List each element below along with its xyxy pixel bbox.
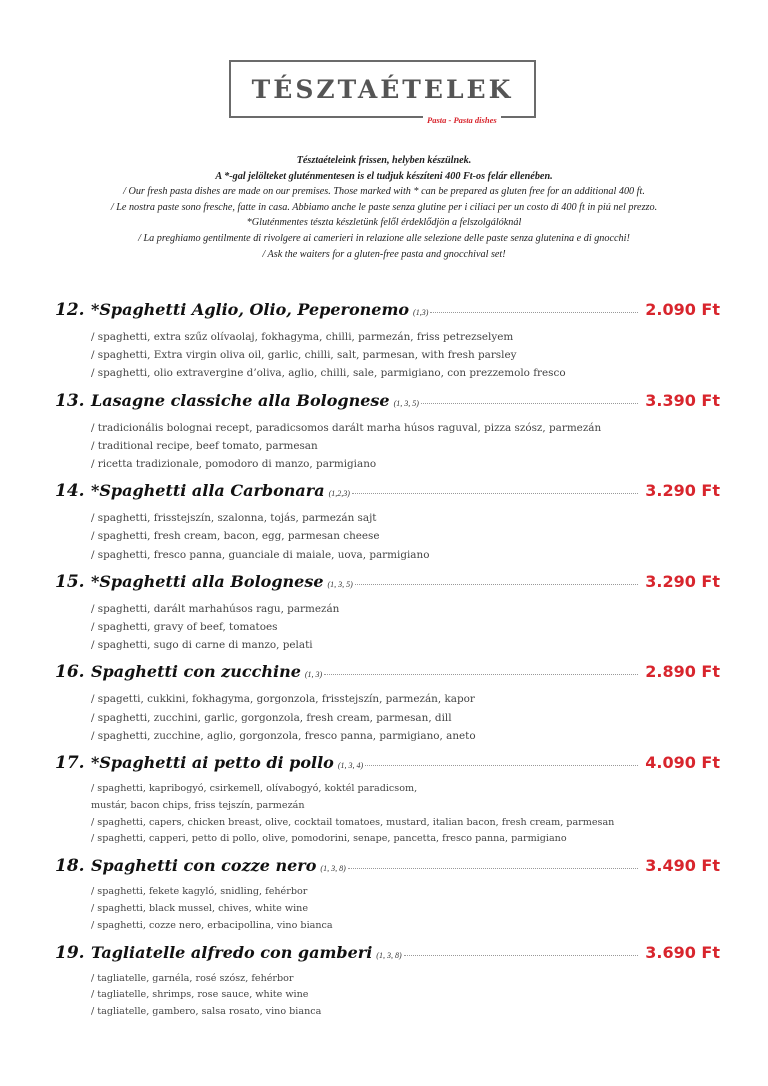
leader-dots (404, 955, 638, 956)
intro-line: / La preghiamo gentilmente di rivolgere ai camerieri in relazione alle selezione delle paste senza glutenina e di gnocchi! (138, 232, 630, 244)
item-number: 18. (55, 856, 85, 877)
item-allergens: (1, 3, 4) (337, 761, 364, 771)
item-description (55, 690, 720, 745)
description-line: / spaghetti, black mussel, chives, white wine (91, 903, 308, 915)
item-allergens: (1, 3, 8) (376, 950, 402, 960)
intro-line: / Our fresh pasta dishes are made on our premises. Those marked with * can be prepared as gluten free for an additional 400 ft. (123, 186, 645, 198)
description-line: / spagetti, cukkini, fokhagyma, gorgonzola, frisstejszín, parmezán, kapor (91, 693, 475, 706)
description-line: / spaghetti, zucchini, garlic, gorgonzola, fresh cream, parmesan, dill (91, 711, 452, 724)
item-description (55, 419, 720, 474)
leader-dots (324, 674, 638, 675)
item-name: *Spaghetti ai petto di pollo (91, 753, 334, 773)
item-number: 15. (55, 571, 85, 592)
leader-dots (352, 493, 638, 494)
item-description (55, 781, 720, 848)
description-line: / spaghetti, capperi, petto di pollo, olive, pomodorini, senape, pancetta, fresco panna, parmigiano (91, 833, 567, 845)
item-name: *Spaghetti alla Bolognese (91, 571, 324, 591)
item-description (55, 884, 720, 934)
page-title: TÉSZTAÉTELEK (251, 74, 514, 104)
description-line: / traditional recipe, beef tomato, parmesan (91, 439, 318, 452)
intro-line: *Gluténmentes tészta készletünk felől érdeklődjön a felszolgálóknál (246, 217, 522, 229)
item-description (55, 509, 720, 564)
intro-line: A *-gal jelölteket gluténmentesen is el tudjuk készíteni 400 Ft-os felár ellenében. (215, 170, 553, 182)
description-line: / spaghetti, gravy of beef, tomatoes (91, 621, 278, 634)
leader-dots (421, 403, 638, 404)
title-box (229, 60, 536, 118)
item-name: Spaghetti con zucchine (91, 662, 301, 682)
leader-dots (430, 312, 638, 313)
description-line: / ricetta tradizionale, pomodoro di manzo, parmigiano (91, 458, 377, 471)
description-line: / spaghetti, fresco panna, guanciale di maiale, uova, parmigiano (91, 548, 430, 561)
item-price: 3.290 Ft (645, 481, 720, 501)
description-line: mustár, bacon chips, friss tejszín, parmezán (91, 799, 305, 811)
menu-item (55, 662, 720, 745)
item-price: 4.090 Ft (645, 753, 720, 773)
menu-item (55, 300, 720, 383)
item-price: 2.890 Ft (645, 662, 720, 682)
item-number: 16. (55, 662, 85, 683)
item-number: 14. (55, 481, 85, 502)
item-allergens: (1, 3, 5) (393, 398, 419, 408)
description-line: / spaghetti, fekete kagyló, snidling, fehérbor (91, 886, 308, 898)
item-allergens: (1, 3, 8) (320, 864, 346, 874)
description-line: / spaghetti, sugo di carne di manzo, pelati (91, 639, 313, 652)
description-line: / tagliatelle, garnéla, rosé szósz, fehérbor (91, 972, 294, 984)
description-line: / spaghetti, zucchine, aglio, gorgonzola, fresco panna, parmigiano, aneto (91, 729, 476, 742)
menu-item (55, 391, 720, 474)
menu-item (55, 572, 720, 655)
intro-text (20, 153, 748, 262)
item-number: 19. (55, 942, 85, 963)
menu-item (55, 753, 720, 848)
leader-dots (365, 765, 638, 766)
menu-list (55, 300, 720, 1021)
item-allergens: (1,2,3) (328, 489, 350, 499)
description-line: / spaghetti, olio extravergine d’oliva, aglio, chilli, sale, parmigiano, con prezzemolo fresco (91, 367, 566, 380)
description-line: / spaghetti, frisstejszín, szalonna, tojás, parmezán sajt (91, 512, 377, 525)
item-price: 3.690 Ft (645, 942, 720, 962)
item-price: 3.290 Ft (645, 571, 720, 591)
item-number: 17. (55, 753, 85, 774)
item-name: Tagliatelle alfredo con gamberi (91, 942, 373, 962)
description-line: / spaghetti, fresh cream, bacon, egg, parmesan cheese (91, 530, 380, 543)
description-line: / spaghetti, kapribogyó, csirkemell, olívabogyó, koktél paradicsom, (91, 783, 418, 795)
page-subtitle: Pasta - Pasta dishes (423, 115, 501, 125)
description-line: / spaghetti, capers, chicken breast, olive, cocktail tomatoes, mustard, italian bacon, fresh cream, parmesan (91, 816, 615, 828)
item-name: *Spaghetti alla Carbonara (91, 481, 325, 501)
item-name: *Spaghetti Aglio, Olio, Peperonemo (91, 300, 410, 319)
intro-line: / Le nostra paste sono fresche, fatte in casa. Abbiamo anche le paste senza glutine per i ciliaci per un costo di 400 ft in piú nel prezzo. (110, 201, 658, 213)
item-name: Spaghetti con cozze nero (91, 856, 317, 876)
description-line: / tagliatelle, gambero, salsa rosato, vino bianca (91, 1006, 322, 1018)
menu-item (55, 481, 720, 564)
leader-dots (348, 868, 638, 869)
item-price: 3.390 Ft (645, 390, 720, 410)
item-number: 12. (55, 300, 85, 320)
intro-line: Tésztaételeink frissen, helyben készülnek. (296, 155, 472, 166)
description-line: / spaghetti, Extra virgin oliva oil, garlic, chilli, salt, parmesan, with fresh parsley (91, 349, 517, 362)
menu-item (55, 856, 720, 934)
intro-line: / Ask the waiters for a gluten-free pasta and gnocchival set! (262, 248, 506, 260)
description-line: / tagliatelle, shrimps, rose sauce, white wine (91, 989, 309, 1001)
item-allergens: (1, 3, 5) (327, 579, 353, 589)
description-line: / tradicionális bolognai recept, paradicsomos darált marha húsos raguval, pizza szósz, parmezán (91, 421, 602, 434)
item-number: 13. (55, 390, 85, 411)
item-name: Lasagne classiche alla Bolognese (91, 390, 390, 410)
item-description (55, 600, 720, 655)
leader-dots (355, 584, 638, 585)
description-line: / spaghetti, extra szűz olívaolaj, fokhagyma, chilli, parmezán, friss petrezselyem (91, 331, 514, 343)
menu-item (55, 943, 720, 1021)
item-price: 3.490 Ft (645, 856, 720, 876)
description-line: / spaghetti, darált marhahúsos ragu, parmezán (91, 602, 340, 615)
description-line: / spaghetti, cozze nero, erbacipollina, vino bianca (91, 919, 333, 931)
item-allergens: (1,3) (413, 308, 429, 317)
item-description (55, 328, 720, 383)
item-allergens: (1, 3) (304, 670, 323, 680)
item-price: 2.090 Ft (645, 300, 720, 319)
item-description (55, 971, 720, 1021)
